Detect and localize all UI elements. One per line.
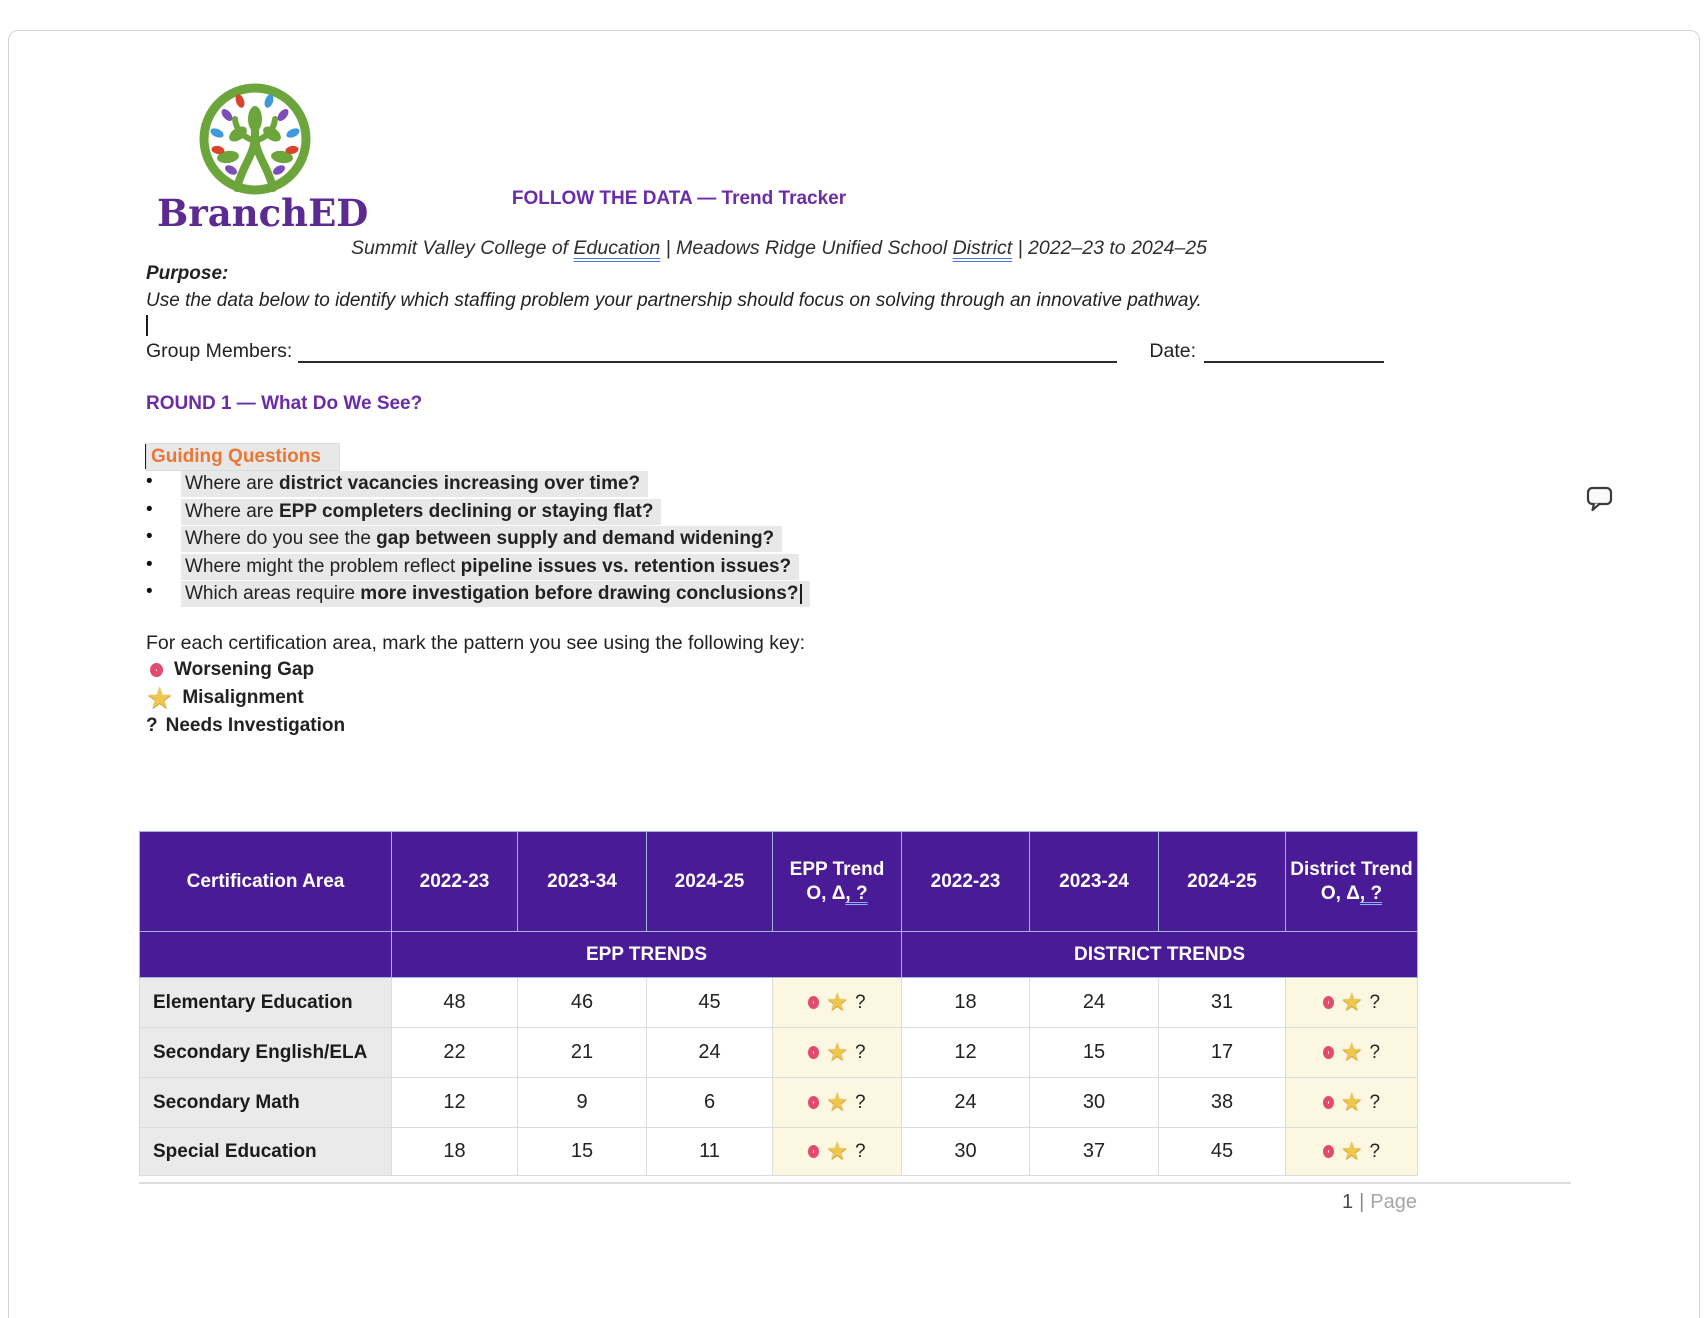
text-caret [800, 584, 802, 604]
row-label: Special Education [140, 1128, 392, 1176]
district-value: 24 [902, 1078, 1030, 1128]
purpose-text: Use the data below to identify which staffing problem your partnership should focus on solving through an innovative pathway. [146, 290, 1202, 311]
district-trend-cell[interactable] [1286, 1078, 1418, 1128]
trend-symbols: O, Δ [806, 882, 846, 904]
guiding-bullet [146, 554, 1046, 580]
key-item-worsening-gap [150, 659, 314, 681]
page-footer [139, 1191, 1417, 1214]
guiding-bullet [146, 526, 1046, 552]
bullet-text: Where might the problem reflect [185, 556, 461, 577]
district-value: 17 [1159, 1028, 1286, 1078]
district-value: 30 [902, 1128, 1030, 1176]
key-label: Worsening Gap [174, 659, 315, 680]
district-value: 18 [902, 978, 1030, 1028]
key-intro-text: For each certification area, mark the pattern you see using the following key: [146, 632, 806, 654]
table-row [140, 1078, 1418, 1128]
question-mark-icon: ? [1369, 1041, 1381, 1063]
worsening-gap-ring-icon [150, 663, 163, 677]
group-header-district-trends: DISTRICT TRENDS [902, 932, 1418, 978]
col-header-district-year: 2023-24 [1030, 832, 1159, 932]
worsening-gap-ring-icon [808, 1145, 819, 1158]
district-trend-cell[interactable] [1286, 978, 1418, 1028]
table-row [140, 1128, 1418, 1176]
row-label: Elementary Education [140, 978, 392, 1028]
bullet-text: Which areas require [185, 583, 361, 604]
tree-logo-icon [195, 77, 315, 197]
epp-value: 22 [392, 1028, 518, 1078]
round1-heading: ROUND 1 — What Do We See? [146, 393, 423, 414]
question-mark-icon: ? [1369, 991, 1381, 1013]
col-header-district-trend [1286, 832, 1418, 932]
grammar-suggestion-district[interactable]: District [952, 237, 1013, 259]
bullet-bold-text: EPP completers declining or staying flat? [278, 501, 654, 522]
document-subtitle [129, 237, 1429, 260]
footer-separator: | [1359, 1191, 1365, 1213]
epp-value: 45 [647, 978, 773, 1028]
misalignment-star-icon: ★ [1340, 1038, 1363, 1066]
empty-header-cell [140, 932, 392, 978]
epp-value: 24 [647, 1028, 773, 1078]
epp-trend-cell[interactable] [773, 1078, 902, 1128]
col-header-epp-trend [773, 832, 902, 932]
brand-name: BranchED [157, 191, 369, 235]
group-header-epp-trends: EPP TRENDS [392, 932, 902, 978]
add-comment-icon[interactable] [1585, 484, 1615, 514]
epp-value: 9 [518, 1078, 647, 1128]
district-value: 37 [1030, 1128, 1159, 1176]
district-value: 15 [1030, 1028, 1159, 1078]
guiding-bullet [146, 499, 1046, 525]
group-members-label: Group Members: [146, 340, 293, 362]
question-mark-icon: ? [146, 715, 158, 736]
epp-value: 21 [518, 1028, 647, 1078]
district-trend-cell[interactable] [1286, 1028, 1418, 1078]
row-label: Secondary English/ELA [140, 1028, 392, 1078]
key-label: Misalignment [182, 687, 304, 708]
misalignment-star-icon: ★ [148, 683, 172, 713]
worsening-gap-ring-icon [808, 1096, 819, 1109]
col-header-epp-year: 2022-23 [392, 832, 518, 932]
purpose-label: Purpose: [146, 263, 229, 284]
epp-trend-title: EPP Trend [789, 858, 885, 880]
table-row [140, 978, 1418, 1028]
bullet-bold-text: pipeline issues vs. retention issues? [460, 556, 792, 577]
group-members-row [146, 339, 1384, 363]
question-mark-icon: ? [854, 1140, 866, 1162]
bullet-marker: • [146, 581, 153, 602]
epp-trend-cell[interactable] [773, 1128, 902, 1176]
key-item-needs-investigation [146, 715, 345, 737]
epp-value: 12 [392, 1078, 518, 1128]
trend-symbols-underlined: , ? [845, 882, 868, 904]
page-number: 1 [1341, 1191, 1354, 1213]
question-mark-icon: ? [1369, 1140, 1381, 1162]
worsening-gap-ring-icon [808, 996, 819, 1009]
worsening-gap-ring-icon [808, 1046, 819, 1059]
district-value: 38 [1159, 1078, 1286, 1128]
grammar-suggestion-education[interactable]: Education [573, 237, 661, 259]
document-title: FOLLOW THE DATA — Trend Tracker [511, 188, 847, 209]
document-page [8, 30, 1700, 1318]
bullet-bold-text: more investigation before drawing conclusions? [360, 583, 799, 604]
bullet-text: Where do you see the [185, 528, 377, 549]
bullet-marker: • [146, 471, 153, 492]
epp-value: 48 [392, 978, 518, 1028]
district-trend-title: District Trend [1290, 858, 1413, 880]
epp-value: 6 [647, 1078, 773, 1128]
worsening-gap-ring-icon [1323, 1046, 1334, 1059]
epp-value: 11 [647, 1128, 773, 1176]
question-mark-icon: ? [854, 1091, 866, 1113]
key-item-misalignment [148, 683, 304, 713]
guiding-bullet [146, 581, 1046, 607]
misalignment-star-icon: ★ [1340, 988, 1363, 1016]
col-header-district-year: 2022-23 [902, 832, 1030, 932]
col-header-epp-year: 2024-25 [647, 832, 773, 932]
text-caret [146, 315, 148, 336]
bullet-marker: • [146, 499, 153, 520]
guiding-bullet [146, 471, 1046, 497]
epp-value: 46 [518, 978, 647, 1028]
misalignment-star-icon: ★ [826, 1038, 848, 1066]
district-value: 24 [1030, 978, 1159, 1028]
page-label: Page [1370, 1191, 1417, 1213]
subtitle-part: Summit Valley College of [350, 237, 574, 259]
bullet-marker: • [146, 526, 153, 547]
bullet-marker: • [146, 554, 153, 575]
content-divider [139, 1182, 1571, 1184]
col-header-epp-year: 2023-34 [518, 832, 647, 932]
epp-trend-cell[interactable] [773, 1028, 902, 1078]
worsening-gap-ring-icon [1323, 1145, 1334, 1158]
question-mark-icon: ? [854, 1041, 866, 1063]
bullet-text: Where are [185, 501, 279, 522]
bullet-bold-text: gap between supply and demand widening? [376, 528, 775, 549]
misalignment-star-icon: ★ [826, 1137, 848, 1165]
worsening-gap-ring-icon [1323, 996, 1334, 1009]
question-mark-icon: ? [1369, 1091, 1381, 1113]
misalignment-star-icon: ★ [826, 1088, 848, 1116]
guiding-questions-label: Guiding Questions [146, 443, 340, 471]
subtitle-part: | Meadows Ridge Unified School [660, 237, 953, 259]
bullet-text: Where are [185, 473, 279, 494]
bullet-bold-text: district vacancies increasing over time? [278, 473, 641, 494]
row-label: Secondary Math [140, 1078, 392, 1128]
question-mark-icon: ? [854, 991, 866, 1013]
subtitle-part: | 2022–23 to 2024–25 [1012, 237, 1207, 259]
col-header-certification-area: Certification Area [140, 832, 392, 932]
col-header-district-year: 2024-25 [1159, 832, 1286, 932]
district-value: 30 [1030, 1078, 1159, 1128]
district-value: 31 [1159, 978, 1286, 1028]
district-trend-cell[interactable] [1286, 1128, 1418, 1176]
date-blank-line [1204, 345, 1384, 363]
worsening-gap-ring-icon [1323, 1096, 1334, 1109]
trend-symbols-underlined: , ? [1359, 882, 1383, 904]
group-members-blank-line [298, 345, 1117, 363]
epp-trend-cell[interactable] [773, 978, 902, 1028]
district-value: 45 [1159, 1128, 1286, 1176]
misalignment-star-icon: ★ [1340, 1088, 1363, 1116]
trend-symbols: O, Δ [1320, 882, 1360, 904]
epp-value: 18 [392, 1128, 518, 1176]
district-value: 12 [902, 1028, 1030, 1078]
date-label: Date: [1149, 340, 1196, 362]
trend-tracker-table [139, 831, 1418, 1176]
table-row [140, 1028, 1418, 1078]
epp-value: 15 [518, 1128, 647, 1176]
misalignment-star-icon: ★ [1340, 1137, 1363, 1165]
branched-logo [195, 77, 315, 197]
key-label: Needs Investigation [165, 715, 346, 736]
misalignment-star-icon: ★ [826, 988, 848, 1016]
